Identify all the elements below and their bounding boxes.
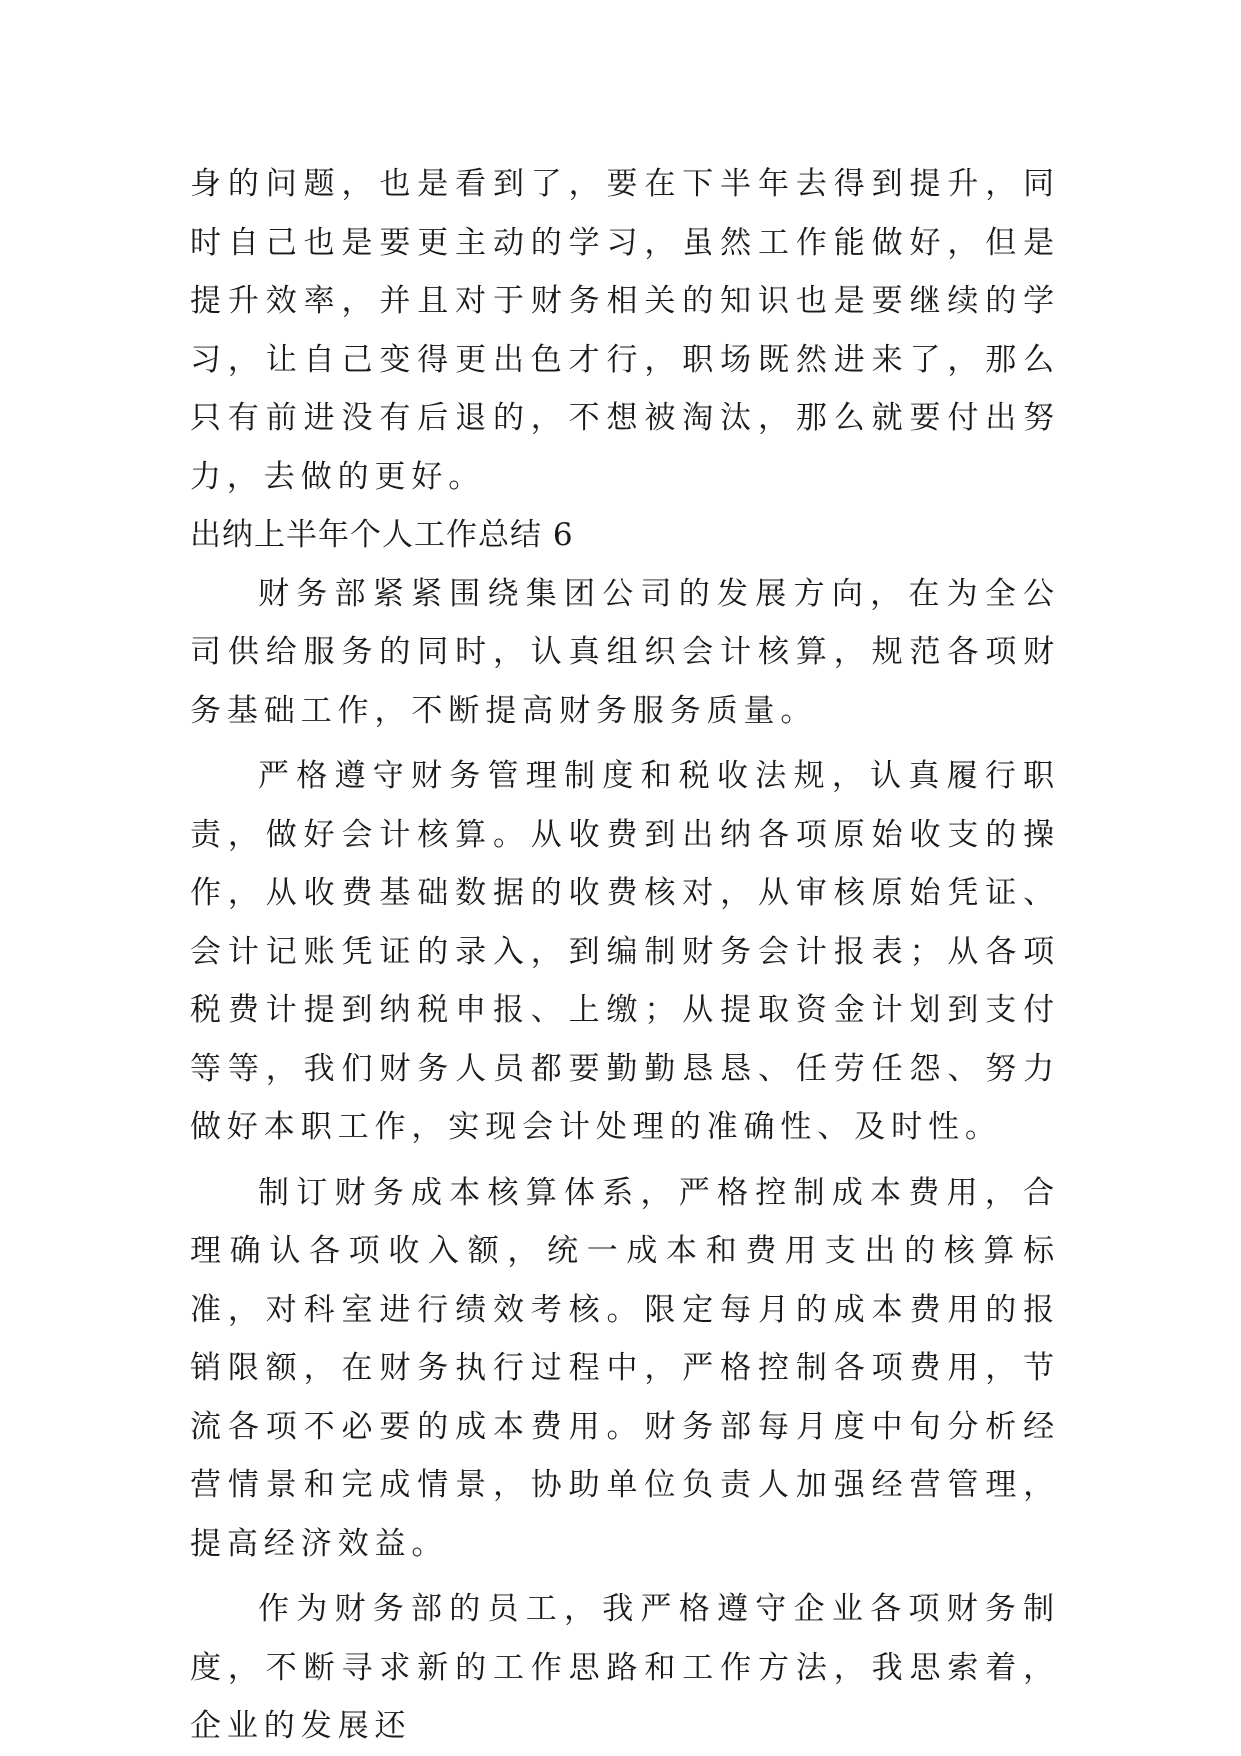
section-heading: 出纳上半年个人工作总结 6 [190,517,574,553]
paragraph-1: 财务部紧紧围绕集团公司的发展方向，在为全公司供给服务的同时，认真组织会计核算，规范各项财务基础工作，不断提高财务服务质量。 [190,575,1060,729]
paragraph-3: 制订财务成本核算体系，严格控制成本费用，合理确认各项收入额，统一成本和费用支出的核算标准，对科室进行绩效考核。限定每月的成本费用的报销限额，在财务执行过程中，严格控制各项费用，节流各项不必要的成本费用。财务部每月度中旬分析经营情景和完成情景，协助单位负责人加强经营管理，提高经济效益。 [190,1174,1060,1562]
paragraph-2: 严格遵守财务管理制度和税收法规，认真履行职责，做好会计核算。从收费到出纳各项原始收支的操作，从收费基础数据的收费核对，从审核原始凭证、会计记账凭证的录入，到编制财务会计报表；从各项税费计提到纳税申报、上缴；从提取资金计划到支付等等，我们财务人员都要勤勤恳恳、任劳任怨、努力做好本职工作，实现会计处理的准确性、及时性。 [190,758,1060,1145]
paragraph-4: 作为财务部的员工，我严格遵守企业各项财务制度，不断寻求新的工作思路和工作方法，我思索着，企业的发展还 [190,1591,1060,1744]
opening-paragraph: 身的问题，也是看到了，要在下半年去得到提升，同时自己也是要更主动的学习，虽然工作能做好，但是提升效率，并且对于财务相关的知识也是要继续的学习，让自己变得更出色才行，职场既然进来了，那么只有前进没有后退的，不想被淘汰，那么就要付出努力，去做的更好。 [190,166,1060,495]
document-page [190,155,1060,1756]
